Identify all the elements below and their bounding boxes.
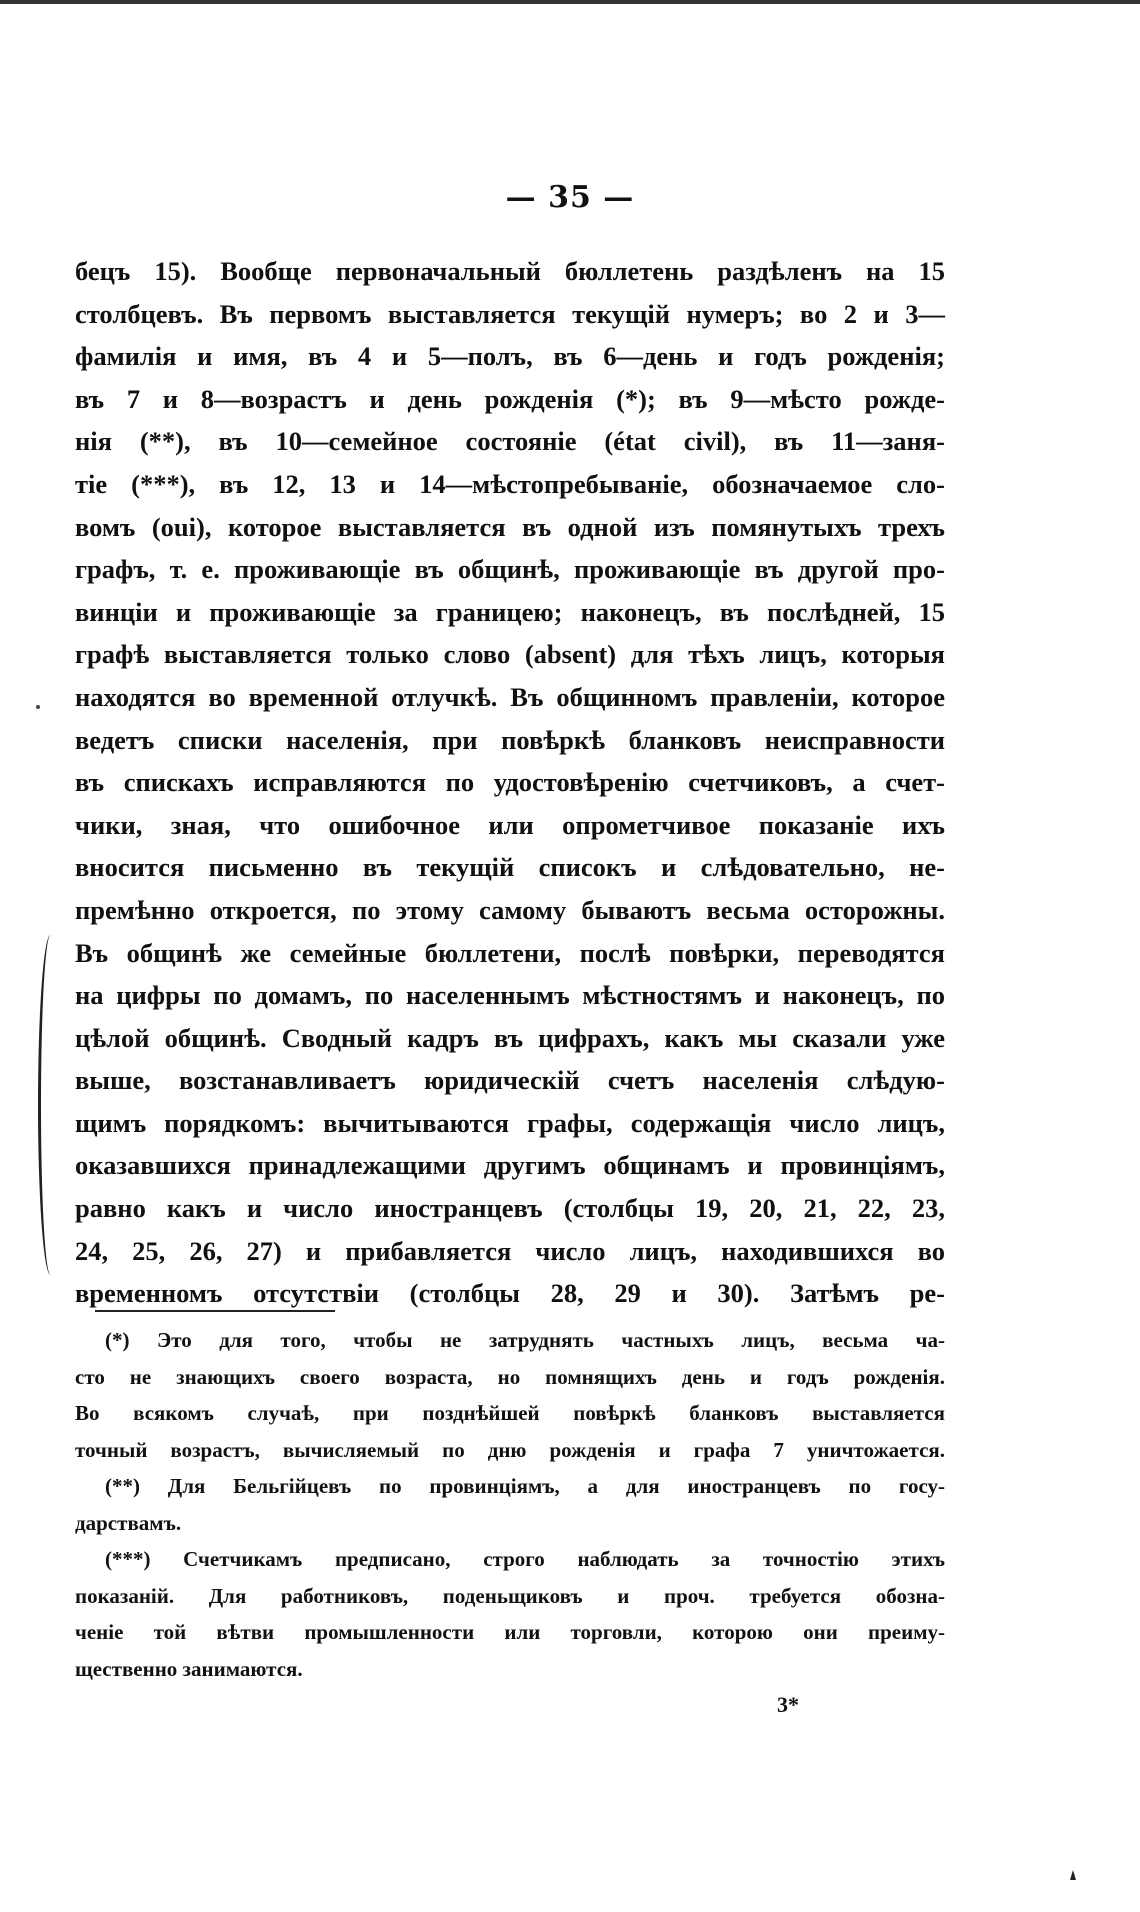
- body-line: выше, возстанавливаетъ юридическій счетъ населенія слѣдую-: [75, 1065, 945, 1096]
- body-line: находятся во временной отлучкѣ. Въ общинномъ правленіи, которое: [75, 681, 945, 712]
- body-line: на цифры по домамъ, по населеннымъ мѣстностямъ и наконецъ, по: [75, 980, 945, 1011]
- body-line: винціи и проживающіе за границею; наконецъ, въ послѣдней, 15: [75, 596, 945, 627]
- body-line: чики, зная, что ошибочное или опрометчивое показаніе ихъ: [75, 809, 945, 840]
- footnote-line: Во всякомъ случаѣ, при позднѣйшей повѣркѣ бланковъ выставляется: [75, 1401, 945, 1425]
- footnote-line: дарствамъ.: [75, 1510, 182, 1535]
- footnote-line: щественно занимаются.: [75, 1656, 303, 1681]
- body-line: цѣлой общинѣ. Сводный кадръ въ цифрахъ, какъ мы сказали уже: [75, 1022, 945, 1053]
- body-line: временномъ отсутствіи (столбцы 28, 29 и 30). Затѣмъ ре-: [75, 1278, 945, 1309]
- corner-mark: [1070, 1870, 1076, 1880]
- signature-mark: 3*: [777, 1692, 799, 1717]
- footnote-line: точный возрастъ, вычисляемый по дню рожденія и графа 7 уничтожается.: [75, 1437, 945, 1462]
- footnote-line: ченіе той вѣтви промышленности или торговли, которою они преиму-: [75, 1620, 945, 1644]
- body-line: ведетъ списки населенія, при повѣркѣ бланковъ неисправности: [75, 724, 945, 755]
- main-body-text: [75, 250, 945, 1315]
- body-line: графъ, т. е. проживающіе въ общинѣ, проживающіе въ другой про-: [75, 554, 945, 585]
- footnote-line: (*) Это для того, чтобы не затруднять частныхъ лицъ, весьма ча-: [105, 1328, 945, 1352]
- top-border-rule: [0, 0, 1140, 4]
- footnote-line: (**) Для Бельгійцевъ по провинціямъ, а для иностранцевъ по госу-: [105, 1474, 945, 1498]
- margin-bracket-mark: [38, 935, 63, 1275]
- body-line: щимъ порядкомъ: вычитываются графы, содержащія число лицъ,: [75, 1107, 945, 1138]
- footnotes: [75, 1322, 945, 1687]
- body-line: графѣ выставляется только слово (absent) для тѣхъ лицъ, которыя: [75, 639, 945, 670]
- body-line: фамилія и имя, въ 4 и 5—полъ, въ 6—день и годъ рожденія;: [75, 341, 945, 372]
- body-line: столбцевъ. Въ первомъ выставляется текущій нумеръ; во 2 и 3—: [75, 298, 945, 329]
- body-line: вомъ (oui), которое выставляется въ одной изъ помянутыхъ трехъ: [75, 511, 945, 542]
- body-line: нія (**), въ 10—семейное состояніе (état civil), въ 11—заня-: [75, 426, 945, 457]
- body-line: оказавшихся принадлежащими другимъ общинамъ и провинціямъ,: [75, 1150, 945, 1181]
- body-line: въ спискахъ исправляются по удостовѣренію счетчиковъ, а счет-: [75, 767, 945, 798]
- margin-dot-mark: [36, 705, 40, 709]
- body-line: тіе (***), въ 12, 13 и 14—мѣстопребываніе, обозначаемое сло-: [75, 468, 945, 499]
- page-number: — 35 —: [505, 180, 635, 215]
- footnote-line: сто не знающихъ своего возраста, но помнящихъ день и годъ рожденія.: [75, 1364, 945, 1389]
- footnote-line: (***) Счетчикамъ предписано, строго наблюдать за точностію этихъ: [105, 1547, 945, 1571]
- body-line: Въ общинѣ же семейные бюллетени, послѣ повѣрки, переводятся: [75, 937, 945, 968]
- footnote-separator: [95, 1310, 335, 1312]
- body-line: въ 7 и 8—возрастъ и день рожденія (*); въ 9—мѣсто рожде-: [75, 383, 945, 414]
- footnote-line: показаній. Для работниковъ, поденьщиковъ и проч. требуется обозна-: [75, 1583, 945, 1608]
- body-line: равно какъ и число иностранцевъ (столбцы 19, 20, 21, 22, 23,: [75, 1193, 945, 1224]
- body-line: бецъ 15). Вообще первоначальный бюллетень раздѣленъ на 15: [75, 256, 945, 286]
- body-line: вносится письменно въ текущій списокъ и слѣдовательно, не-: [75, 852, 945, 883]
- body-line: премѣнно откроется, по этому самому бываютъ весьма осторожны.: [75, 894, 945, 925]
- body-line: 24, 25, 26, 27) и прибавляется число лицъ, находившихся во: [75, 1235, 945, 1266]
